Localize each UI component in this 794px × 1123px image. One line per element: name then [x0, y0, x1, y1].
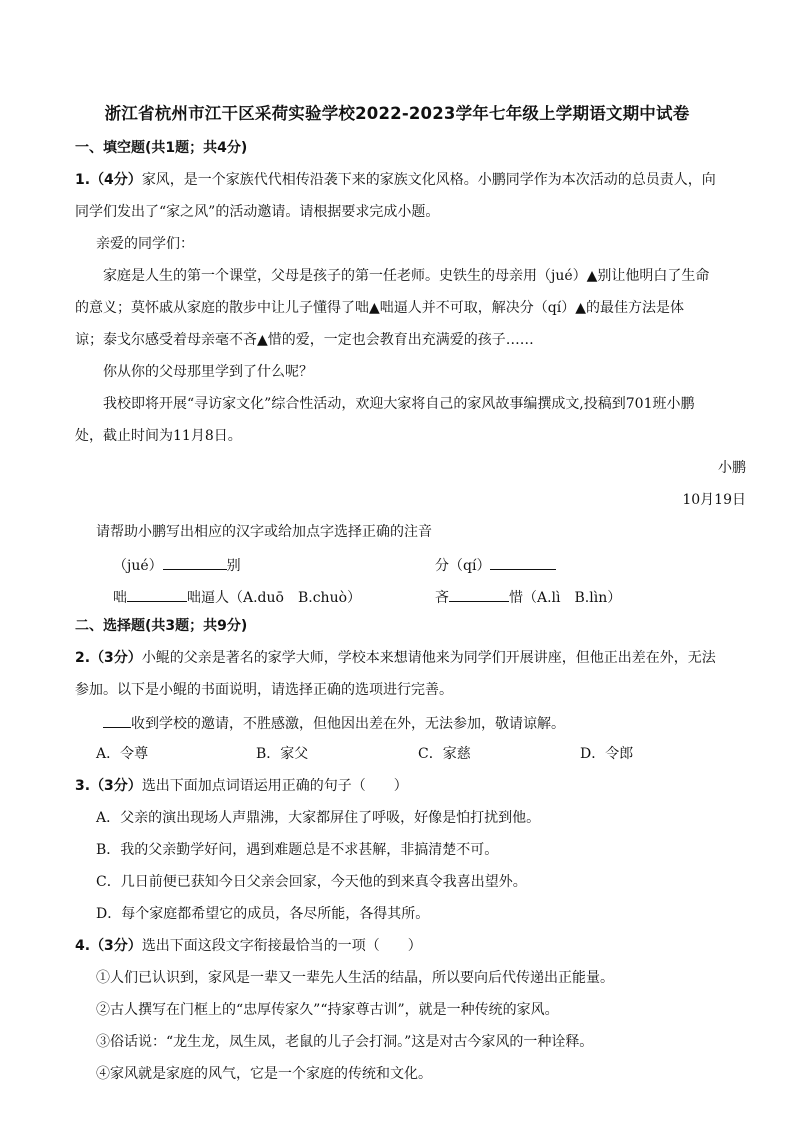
q1-stem-line-2: 同学们发出了“家之风”的活动邀请。请根据要求完成小题。	[75, 204, 440, 220]
q4-score: （3分）	[90, 938, 142, 954]
q1-item-b	[435, 554, 556, 574]
letter-para1-line-3: 谅；泰戈尔感受着母亲毫不吝▲惜的爱，一定也会教育出充满爱的孩子……	[75, 332, 534, 348]
q1-number: 1.	[75, 172, 91, 188]
q1-item-a	[113, 554, 241, 574]
section-2-heading: 二、选择题(共3题；共9分)	[75, 618, 248, 634]
q2-option-c[interactable]: C．家慈	[418, 746, 471, 762]
q2-number: 2.	[75, 650, 91, 666]
q1-item-d-prefix: 吝	[435, 590, 449, 606]
letter-para3-line-1: 我校即将开展“寻访家文化”综合性活动，欢迎大家将自己的家风故事编撰成文,投稿到701班小鹏	[103, 396, 695, 412]
q2-score: （3分）	[90, 650, 142, 666]
q4-item-2-text: 古人撰写在门框上的“忠厚传家久”“持家尊古训”，就是一种传统的家风。	[110, 1002, 559, 1018]
q4-item-2	[96, 1000, 559, 1020]
q1-item-c	[113, 586, 361, 606]
q3-option-d[interactable]: D．每个家庭都希望它的成员，各尽所能，各得其所。	[96, 906, 430, 922]
q1-instruction: 请帮助小鹏写出相应的汉字或给加点字选择正确的注音	[96, 524, 432, 540]
q1-item-a-suffix: 别	[226, 558, 241, 574]
letter-para3-line-2: 处，截止时间为11月8日。	[75, 428, 242, 444]
letter-para1-line-1: 家庭是人生的第一个课堂，父母是孩子的第一任老师。史铁生的母亲用（jué）▲别让他明白了生命	[103, 268, 710, 284]
q1-item-d	[435, 586, 621, 606]
q1-stem-text-1: 家风，是一个家族代代相传沿袭下来的家族文化风格。小鹏同学作为本次活动的总员责人，向	[141, 172, 716, 188]
q1-item-c-blank[interactable]	[127, 586, 187, 602]
q4-item-1-text: 人们已认识到，家风是一辈又一辈先人生活的结晶，所以要向后代传递出正能量。	[110, 970, 614, 986]
letter-para1-line-2: 的意义；莫怀戚从家庭的散步中让儿子懂得了咄▲咄逼人并不可取，解决分（qí）▲的最佳方法是体	[75, 300, 684, 316]
q4-item-1-mark: ①	[96, 970, 110, 986]
q4-item-2-mark: ②	[96, 1002, 110, 1018]
q1-item-c-prefix: 咄	[113, 590, 127, 606]
q4-item-4-text: 家风就是家庭的风气，它是一个家庭的传统和文化。	[110, 1066, 432, 1082]
q3-option-c[interactable]: C．几日前便已获知今日父亲会回家，今天他的到来真令我喜出望外。	[96, 874, 527, 890]
q4-item-3	[96, 1032, 593, 1052]
letter-date: 10月19日	[682, 492, 746, 508]
q2-stem-line-1	[75, 648, 716, 668]
q4-stem-text: 选出下面这段文字衔接最恰当的一项（ ）	[141, 938, 422, 954]
q1-item-b-prefix: 分（qí）	[435, 558, 491, 574]
letter-greeting: 亲爱的同学们：	[96, 236, 194, 252]
q2-option-a[interactable]: A．令尊	[96, 746, 149, 762]
q2-stem-line-2: 参加。以下是小鲲的书面说明，请选择正确的选项进行完善。	[75, 682, 453, 698]
q4-item-1	[96, 968, 614, 988]
q4-number: 4.	[75, 938, 91, 954]
letter-signature: 小鹏	[718, 460, 746, 476]
section-1-heading: 一、填空题(共1题；共4分)	[75, 140, 248, 156]
q4-item-3-mark: ③	[96, 1034, 110, 1050]
q1-item-d-blank[interactable]	[449, 586, 509, 602]
q2-sentence	[103, 712, 565, 732]
exam-title: 浙江省杭州市江干区采荷实验学校2022-2023学年七年级上学期语文期中试卷	[104, 104, 690, 123]
q3-option-a[interactable]: A．父亲的演出现场人声鼎沸，大家都屏住了呼吸，好像是怕打扰到他。	[96, 810, 541, 826]
q4-stem	[75, 936, 422, 956]
q4-item-3-text: 俗话说：“龙生龙，凤生凤，老鼠的儿子会打洞。”这是对古今家风的一种诠释。	[110, 1034, 594, 1050]
q3-stem	[75, 776, 408, 796]
q3-stem-text: 选出下面加点词语运用正确的句子（ ）	[141, 778, 408, 794]
q2-option-b[interactable]: B．家父	[256, 746, 309, 762]
q2-sentence-blank[interactable]	[103, 712, 131, 728]
q1-item-c-suffix: 咄逼人（A.duō B.chuò）	[187, 590, 362, 606]
q1-stem-line-1	[75, 170, 716, 190]
letter-para2: 你从你的父母那里学到了什么呢？	[103, 364, 313, 380]
q1-item-b-blank[interactable]	[490, 554, 556, 570]
q2-option-d[interactable]: D．令郎	[580, 746, 634, 762]
q3-number: 3.	[75, 778, 91, 794]
q4-item-4-mark: ④	[96, 1066, 110, 1082]
q3-option-b[interactable]: B．我的父亲勤学好问，遇到难题总是不求甚解，非搞清楚不可。	[96, 842, 499, 858]
q1-item-d-suffix: 惜（A.lì B.lìn）	[509, 590, 622, 606]
q2-stem-text-1: 小鲲的父亲是著名的家学大师，学校本来想请他来为同学们开展讲座，但他正出差在外，无法	[141, 650, 716, 666]
q3-score: （3分）	[90, 778, 142, 794]
q1-item-a-blank[interactable]	[163, 554, 227, 570]
q2-sentence-text: 收到学校的邀请，不胜感激，但他因出差在外，无法参加，敬请谅解。	[131, 716, 565, 732]
q4-item-4	[96, 1064, 432, 1084]
q1-score: （4分）	[90, 172, 142, 188]
q1-item-a-prefix: （jué）	[113, 558, 163, 574]
